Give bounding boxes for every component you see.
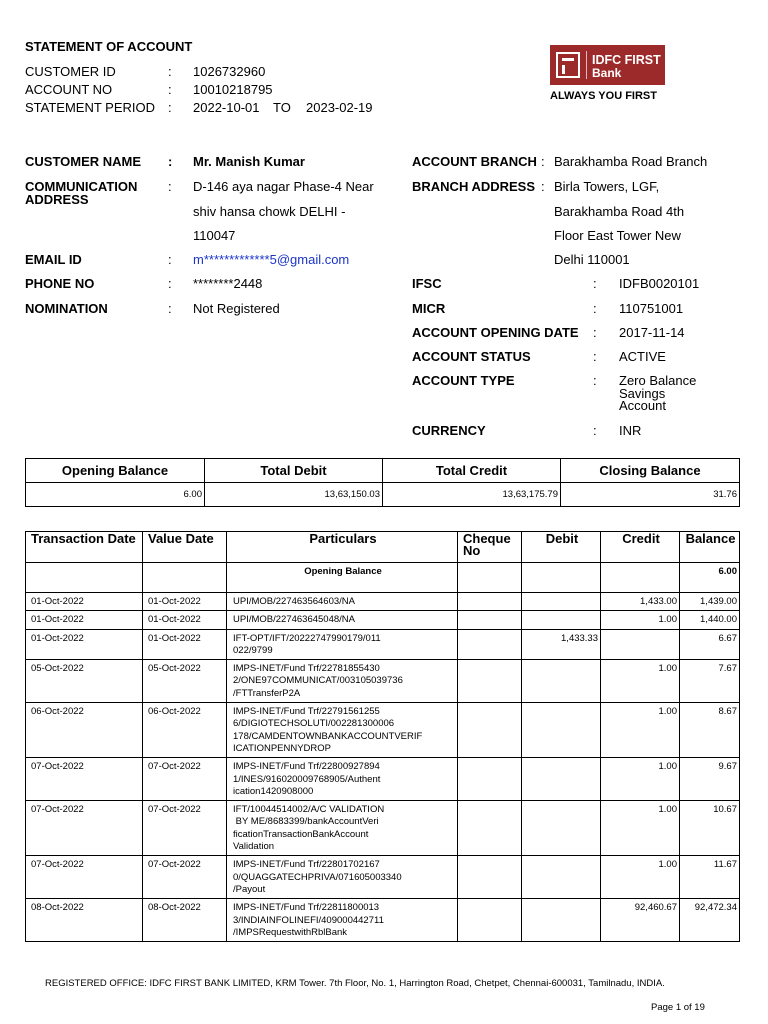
period-from: 2022-10-01 xyxy=(193,100,260,115)
summary-header: Total Credit xyxy=(383,459,561,483)
particulars-cell: IMPS-INET/Fund Trf/22781855430 2/ONE97COMMUNICAT/003105039736 /FTTransferP2A xyxy=(227,660,458,703)
column-header-debit: Debit xyxy=(522,532,601,563)
opening-balance-value: 6.00 xyxy=(26,483,205,507)
particulars-cell: IMPS-INET/Fund Trf/22791561255 6/DIGIOTECHSOLUTI/002281300006 178/CAMDENTOWNBANKACCOUNTVERIF ICATIONPENNYDROP xyxy=(227,703,458,758)
credit-cell: 1.00 xyxy=(601,856,680,899)
transaction-date-cell: 08-Oct-2022 xyxy=(26,899,143,942)
table-row xyxy=(26,611,740,629)
colon: : xyxy=(168,276,172,291)
cheque-no-cell xyxy=(458,660,522,703)
colon: : xyxy=(593,349,597,364)
balance-summary-table xyxy=(25,458,740,507)
particulars-cell: UPI/MOB/227463564603/NA xyxy=(227,593,458,611)
communication-address-label-2: ADDRESS xyxy=(25,192,89,207)
table-row xyxy=(26,703,740,758)
value-date-cell: 06-Oct-2022 xyxy=(143,703,227,758)
account-branch-value: Barakhamba Road Branch xyxy=(554,154,708,169)
colon: : xyxy=(168,100,172,115)
transactions-table xyxy=(25,531,740,942)
colon: : xyxy=(593,276,597,291)
transaction-date-cell: 01-Oct-2022 xyxy=(26,593,143,611)
balance-cell: 1,440.00 xyxy=(680,611,740,629)
column-header-value-date: Value Date xyxy=(143,532,227,563)
micr-value: 110751001 xyxy=(619,301,684,316)
value-date-cell: 01-Oct-2022 xyxy=(143,593,227,611)
branch-address-line-1: Birla Towers, LGF, xyxy=(554,179,660,194)
transaction-date-cell: 07-Oct-2022 xyxy=(26,801,143,856)
cheque-no-cell xyxy=(458,703,522,758)
summary-header: Opening Balance xyxy=(26,459,205,483)
transaction-date-cell: 07-Oct-2022 xyxy=(26,758,143,801)
balance-cell: 11.67 xyxy=(680,856,740,899)
summary-header: Closing Balance xyxy=(561,459,740,483)
opening-date-label: ACCOUNT OPENING DATE xyxy=(412,325,579,340)
transaction-date-cell: 07-Oct-2022 xyxy=(26,856,143,899)
column-header-credit: Credit xyxy=(601,532,680,563)
debit-cell xyxy=(522,660,601,703)
account-type-line-2: Savings xyxy=(619,386,666,401)
credit-cell: 1.00 xyxy=(601,703,680,758)
column-header-cheque-no: Cheque No xyxy=(458,532,522,563)
credit-cell: 1.00 xyxy=(601,660,680,703)
communication-address-label: COMMUNICATION xyxy=(25,179,138,194)
column-header-balance: Balance xyxy=(680,532,740,563)
debit-cell: 1,433.33 xyxy=(522,629,601,660)
bank-logo-icon xyxy=(556,52,580,78)
particulars-cell: UPI/MOB/227463645048/NA xyxy=(227,611,458,629)
customer-id-label: CUSTOMER ID xyxy=(25,64,116,79)
table-row xyxy=(26,856,740,899)
account-no-label: ACCOUNT NO xyxy=(25,82,113,97)
logo-text-line2: Bank xyxy=(592,66,622,80)
debit-cell xyxy=(522,703,601,758)
credit-cell: 1.00 xyxy=(601,611,680,629)
ifsc-label: IFSC xyxy=(412,276,442,291)
table-row xyxy=(26,660,740,703)
credit-cell: 92,460.67 xyxy=(601,899,680,942)
balance-cell: 7.67 xyxy=(680,660,740,703)
account-branch-label: ACCOUNT BRANCH xyxy=(412,154,537,169)
column-header-transaction-date: Transaction Date xyxy=(26,532,143,563)
colon: : xyxy=(168,154,173,169)
colon: : xyxy=(541,154,545,169)
cheque-no-cell xyxy=(458,593,522,611)
balance-cell: 92,472.34 xyxy=(680,899,740,942)
colon: : xyxy=(593,325,597,340)
cheque-no-cell xyxy=(458,629,522,660)
branch-address-line-3: Floor East Tower New xyxy=(554,228,681,243)
opening-balance-row-label: Opening Balance xyxy=(227,563,458,593)
particulars-cell: IMPS-INET/Fund Trf/22811800013 3/INDIAINFOLINEFI/409000442711 /IMPSRequestwithRblBank xyxy=(227,899,458,942)
value-date-cell: 08-Oct-2022 xyxy=(143,899,227,942)
opening-balance-row-value: 6.00 xyxy=(680,563,740,593)
transaction-date-cell: 01-Oct-2022 xyxy=(26,629,143,660)
closing-balance-value: 31.76 xyxy=(561,483,740,507)
total-credit-value: 13,63,175.79 xyxy=(383,483,561,507)
particulars-cell: IFT/10044514002/A/C VALIDATION BY ME/8683399/bankAccountVeri ficationTransactionBankAccount Validation xyxy=(227,801,458,856)
address-line-3: 110047 xyxy=(193,228,236,243)
debit-cell xyxy=(522,899,601,942)
page-number: Page 1 of 19 xyxy=(651,1002,705,1013)
account-status-label: ACCOUNT STATUS xyxy=(412,349,531,364)
customer-name-value: Mr. Manish Kumar xyxy=(193,154,305,169)
colon: : xyxy=(593,373,597,388)
address-line-2: shiv hansa chowk DELHI - xyxy=(193,204,346,219)
period-to-label: TO xyxy=(273,100,291,115)
customer-name-label: CUSTOMER NAME xyxy=(25,154,142,169)
particulars-cell: IMPS-INET/Fund Trf/22801702167 0/QUAGGATECHPRIVA/071605003340 /Payout xyxy=(227,856,458,899)
particulars-cell: IMPS-INET/Fund Trf/22800927894 1/INES/916020009768905/Authent ication1420908000 xyxy=(227,758,458,801)
account-type-line-1: Zero Balance xyxy=(619,373,697,388)
micr-label: MICR xyxy=(412,301,446,316)
registered-office: REGISTERED OFFICE: IDFC FIRST BANK LIMITED, KRM Tower. 7th Floor, No. 1, Harrington Road, Chetpet, Chennai-600031, Tamilnadu, INDIA. xyxy=(45,978,665,989)
colon: : xyxy=(168,64,172,79)
currency-value: INR xyxy=(619,423,642,438)
table-row xyxy=(26,593,740,611)
credit-cell: 1,433.00 xyxy=(601,593,680,611)
cheque-no-cell xyxy=(458,856,522,899)
balance-cell: 1,439.00 xyxy=(680,593,740,611)
branch-address-label: BRANCH ADDRESS xyxy=(412,179,536,194)
debit-cell xyxy=(522,611,601,629)
nomination-value: Not Registered xyxy=(193,301,280,316)
account-no-value: 10010218795 xyxy=(193,82,273,97)
balance-cell: 10.67 xyxy=(680,801,740,856)
colon: : xyxy=(593,423,597,438)
table-row xyxy=(26,801,740,856)
colon: : xyxy=(541,179,545,194)
cheque-no-cell xyxy=(458,899,522,942)
logo-text-line1: IDFC FIRST xyxy=(592,53,661,67)
column-header-particulars: Particulars xyxy=(227,532,458,563)
table-row xyxy=(26,629,740,660)
account-type-line-3: Account xyxy=(619,398,666,413)
phone-value: ********2448 xyxy=(193,276,263,291)
transaction-date-cell: 05-Oct-2022 xyxy=(26,660,143,703)
colon: : xyxy=(593,301,597,316)
opening-balance-row xyxy=(26,563,740,593)
branch-address-line-2: Barakhamba Road 4th xyxy=(554,204,685,219)
cheque-no-cell xyxy=(458,758,522,801)
debit-cell xyxy=(522,593,601,611)
value-date-cell: 07-Oct-2022 xyxy=(143,856,227,899)
balance-cell: 9.67 xyxy=(680,758,740,801)
credit-cell xyxy=(601,629,680,660)
customer-id-value: 1026732960 xyxy=(193,64,266,79)
phone-label: PHONE NO xyxy=(25,276,95,291)
address-line-1: D-146 aya nagar Phase-4 Near xyxy=(193,179,374,194)
table-row xyxy=(26,899,740,942)
particulars-cell: IFT-OPT/IFT/20222747990179/011 022/9799 xyxy=(227,629,458,660)
debit-cell xyxy=(522,801,601,856)
logo-tagline: ALWAYS YOU FIRST xyxy=(550,90,657,102)
email-label: EMAIL ID xyxy=(25,252,82,267)
transaction-date-cell: 01-Oct-2022 xyxy=(26,611,143,629)
colon: : xyxy=(168,252,172,267)
value-date-cell: 07-Oct-2022 xyxy=(143,758,227,801)
credit-cell: 1.00 xyxy=(601,758,680,801)
value-date-cell: 07-Oct-2022 xyxy=(143,801,227,856)
balance-cell: 8.67 xyxy=(680,703,740,758)
colon: : xyxy=(168,301,172,316)
statement-title: STATEMENT OF ACCOUNT xyxy=(25,39,193,54)
account-type-label: ACCOUNT TYPE xyxy=(412,373,515,388)
colon: : xyxy=(168,179,172,194)
value-date-cell: 05-Oct-2022 xyxy=(143,660,227,703)
nomination-label: NOMINATION xyxy=(25,301,108,316)
colon: : xyxy=(168,82,172,97)
email-link[interactable]: m*************5@gmail.com xyxy=(193,252,350,267)
cheque-no-cell xyxy=(458,611,522,629)
debit-cell xyxy=(522,758,601,801)
opening-date-value: 2017-11-14 xyxy=(619,325,685,340)
bank-logo xyxy=(550,45,665,85)
total-debit-value: 13,63,150.03 xyxy=(205,483,383,507)
balance-cell: 6.67 xyxy=(680,629,740,660)
currency-label: CURRENCY xyxy=(412,423,486,438)
period-to: 2023-02-19 xyxy=(306,100,373,115)
cheque-no-cell xyxy=(458,801,522,856)
debit-cell xyxy=(522,856,601,899)
statement-period-label: STATEMENT PERIOD xyxy=(25,100,156,115)
summary-header: Total Debit xyxy=(205,459,383,483)
branch-address-line-4: Delhi 110001 xyxy=(554,252,630,267)
transaction-date-cell: 06-Oct-2022 xyxy=(26,703,143,758)
ifsc-value: IDFB0020101 xyxy=(619,276,700,291)
value-date-cell: 01-Oct-2022 xyxy=(143,629,227,660)
account-status-value: ACTIVE xyxy=(619,349,666,364)
table-row xyxy=(26,758,740,801)
credit-cell: 1.00 xyxy=(601,801,680,856)
value-date-cell: 01-Oct-2022 xyxy=(143,611,227,629)
